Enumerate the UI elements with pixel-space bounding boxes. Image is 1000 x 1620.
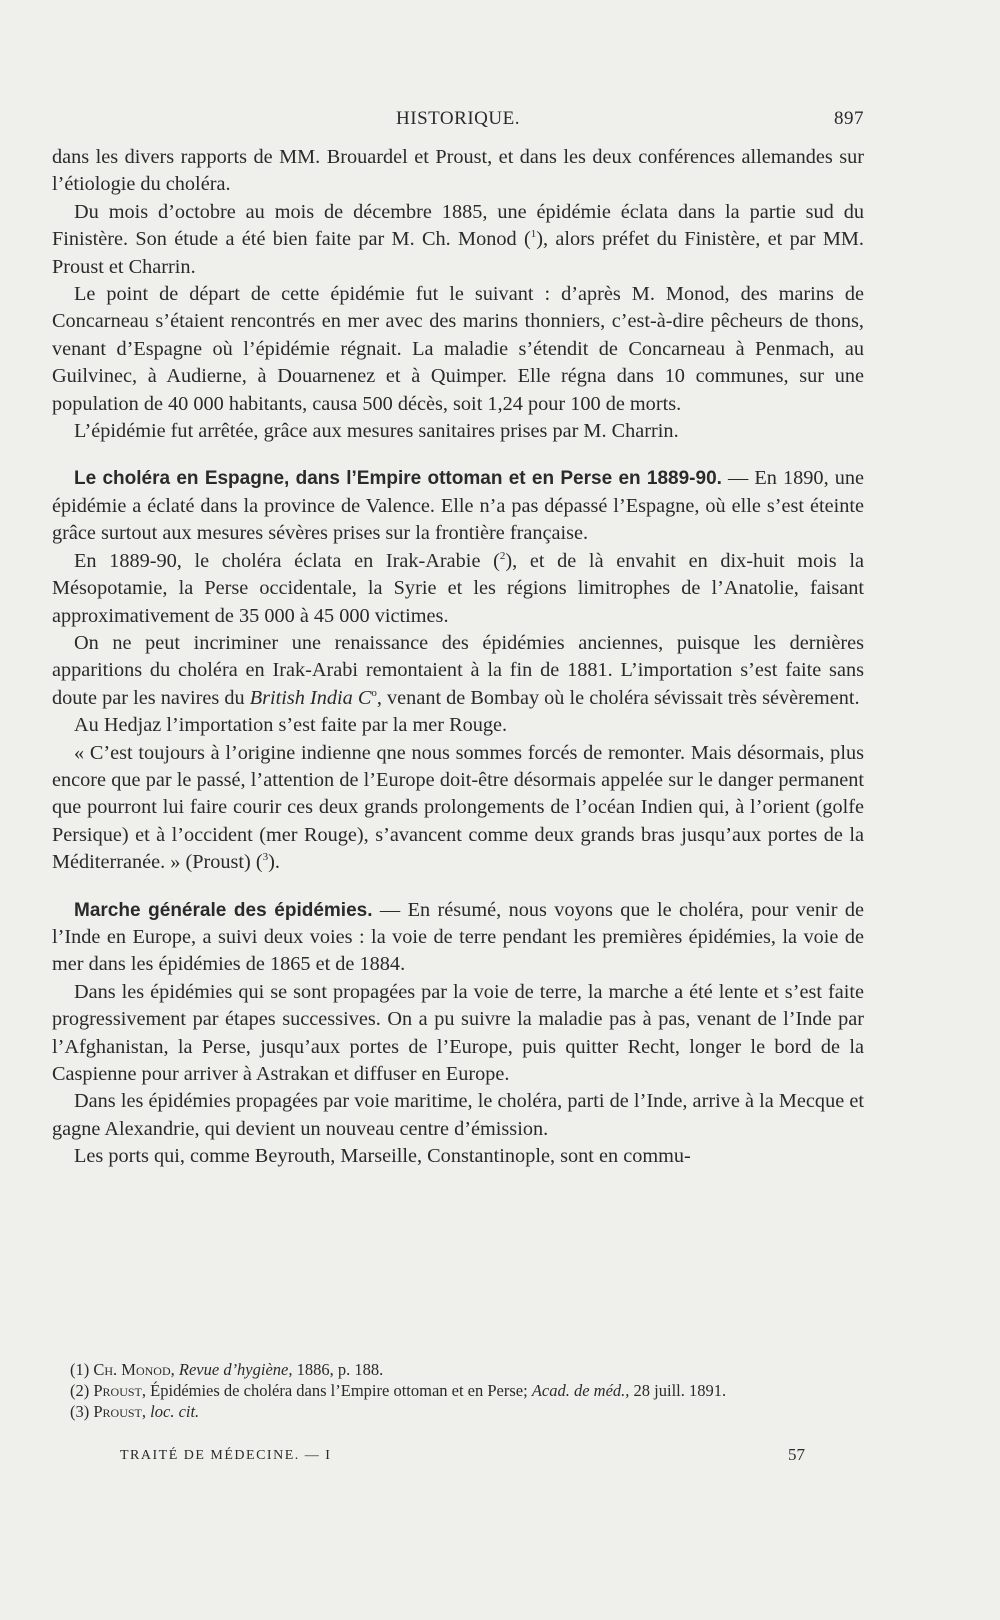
footnote: (1) Ch. Monod, Revue d’hygiène, 1886, p. 188. — [70, 1360, 384, 1379]
paragraph: Au Hedjaz l’importation s’est faite par la mer Rouge. — [74, 714, 508, 737]
footnote-ref: 3 — [262, 851, 269, 864]
paragraph: dans les divers rapports de MM. Brouardel et Proust, et dans les deux conférences allemandes sur l’étiologie du choléra. — [52, 146, 864, 196]
section-heading: Le choléra en Espagne, dans l’Empire ottoman et en Perse en 1889-90. — [74, 468, 722, 490]
section-heading: Marche générale des épidémies. — [74, 899, 373, 921]
paragraph: Les ports qui, comme Beyrouth, Marseille, Constantinople, sont en commu- — [74, 1145, 691, 1168]
paragraph: Dans les épidémies qui se sont propagées par la voie de terre, la marche a été lente et s’est faite progressivement par étapes successives. On a pu suivre la maladie pas à pas, venant de l’Inde par l’Afghanistan, la Perse, jusqu’aux portes de l’Europe, puis quitter Recht, longer le bord de la Caspienne pour arriver à Astrakan et diffuser en Europe. — [52, 980, 864, 1085]
paragraph: En 1889-90, le choléra éclata en Irak-Arabie ($^2$), et de là envahit en dix-huit mois la Mésopotamie, la Perse occidentale, la Syrie et les régions limitrophes de l’Anatolie, faisant approximativement de 35 000 à 45 000 victimes. — [52, 549, 864, 627]
quotation-paragraph: « C’est toujours à l’origine indienne qne nous sommes forcés de remonter. Mais désormais, plus encore que par le passé, l’attention de l’Europe doit-être désormais appelée sur le danger permanent que pourront lui faire courir ces deux grands prolongements de l’océan Indien qui, à l’orient (golfe Persique) et à l’occident (mer Rouge), s’avancent comme deux grands bras jusqu’aux portes de la Méditerranée. » (Proust) ($^3$). — [52, 741, 864, 874]
footnote: (3) Proust, loc. cit. — [70, 1402, 200, 1421]
paragraph: L’épidémie fut arrêtée, grâce aux mesures sanitaires prises par M. Charrin. — [74, 420, 679, 443]
footnote-ref: 2 — [499, 549, 506, 562]
paragraph: Dans les épidémies propagées par voie maritime, le choléra, parti de l’Inde, arrive à la Mecque et gagne Alexandrie, qui devient un nouveau centre d’émission. — [52, 1090, 864, 1140]
running-title: HISTORIQUE. — [396, 108, 520, 129]
paragraph: Le point de départ de cette épidémie fut le suivant : d’après M. Monod, des marins de Concarneau s’étaient rencontrés en mer avec des marins thonniers, c’est-à-dire pêcheurs de thons, venant d’Espagne où l’épidémie régnait. La maladie s’étendit de Concarneau à Penmach, au Guilvinec, à Audierne, à Douarnenez et à Quimper. Elle régna dans 10 communes, sur une population de 40 000 habitants, causa 500 décès, soit 1,24 pour 100 de morts. — [52, 283, 864, 415]
paragraph: Du mois d’octobre au mois de décembre 1885, une épidémie éclata dans la partie sud du Finistère. Son étude a été bien faite par M. Ch. Monod ($^1$), alors préfet du Finistère, et par MM. Proust et Charrin. — [52, 200, 864, 278]
body-text — [52, 144, 864, 1171]
footnotes — [52, 1359, 864, 1422]
footnote-ref: 1 — [530, 228, 537, 241]
running-header — [52, 108, 864, 134]
footnote: (2) Proust, Épidémies de choléra dans l’Empire ottoman et en Perse; Acad. de méd., 28 juill. 1891. — [70, 1381, 727, 1400]
signature-mark: 57 — [788, 1445, 805, 1464]
page-number: 897 — [834, 108, 864, 129]
page-footer — [120, 1445, 805, 1470]
paragraph: On ne peut incriminer une renaissance des épidémies anciennes, puisque les dernières apparitions du choléra en Irak-Arabi remontaient à la fin de 1881. L’importation s’est faite sans doute par les navires du British India $C^o$, venant de Bombay où le choléra sévissait très sévèrement. — [52, 631, 864, 709]
section-paragraph: Le choléra en Espagne, dans l’Empire ottoman et en Perse en 1889-90. — En 1890, une épidémie a éclaté dans la province de Valence. Elle n’a pas dépassé l’Espagne, où elle s’est éteinte grâce surtout aux mesures sévères prises sur la frontière française. — [52, 467, 865, 545]
book-title: TRAITÉ DE MÉDECINE. — I — [120, 1448, 332, 1463]
section-paragraph: Marche générale des épidémies. — En résumé, nous voyons que le choléra, pour venir de l’Inde en Europe, a suivi deux voies : la voie de terre pendant les premières épidémies, la voie de mer dans les épidémies de 1865 et de 1884. — [52, 898, 865, 976]
